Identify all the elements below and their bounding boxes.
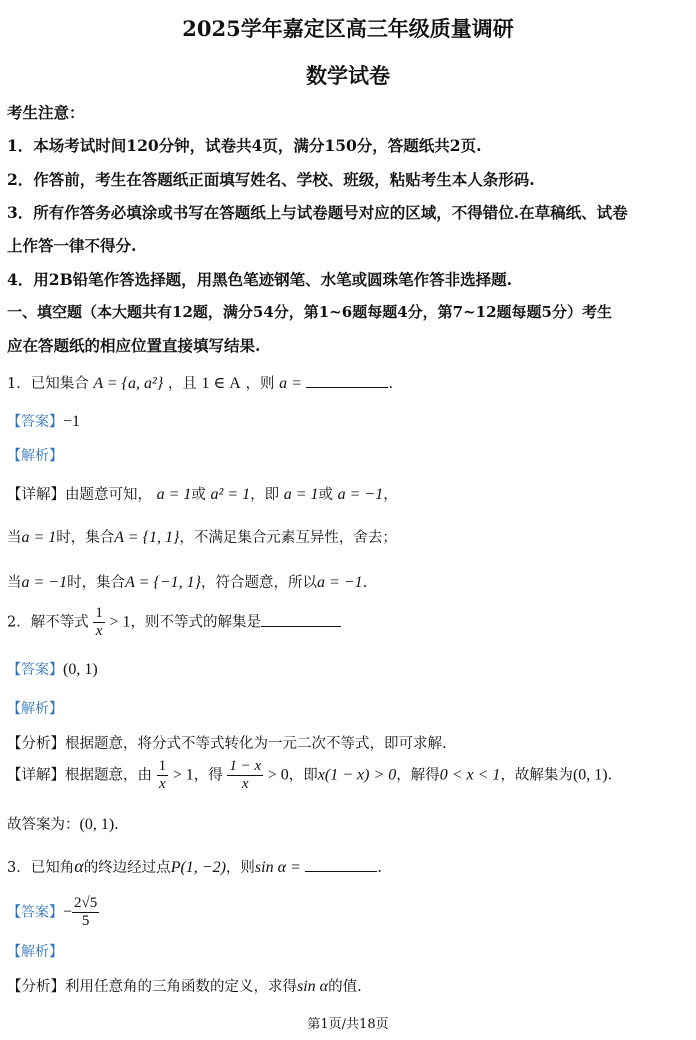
q3-fenxi bbox=[7, 975, 362, 996]
q2-detail-frac2-num: 1 − x bbox=[229, 758, 262, 774]
q1-detail bbox=[7, 483, 398, 504]
q1-detail-text-d: 或 bbox=[318, 487, 334, 503]
q2-frac-den: x bbox=[95, 623, 103, 639]
q2-detail-text-b: ，得 bbox=[193, 767, 223, 784]
q1-answer bbox=[7, 411, 80, 431]
notice-heading: 考生注意： bbox=[7, 103, 85, 122]
q2-analysis-text: 根据题意，将分式不等式转化为一元二次不等式，即可求解. bbox=[65, 736, 447, 752]
fenxi-tag: 【分析】 bbox=[7, 736, 65, 752]
q1-condition: 1 ∈ A bbox=[201, 375, 241, 392]
q2-detail-range: 0 < x < 1 bbox=[439, 766, 501, 784]
analysis-tag: 【解析】 bbox=[7, 701, 63, 717]
q2-detail-text-d: ，解得 bbox=[396, 767, 440, 784]
notice-item-1: 1．本场考试时间120分钟，试卷共4页，满分150分，答题纸共2页. bbox=[7, 136, 482, 155]
q1-case1-text-c: ，不满足集合元素互异性，舍去； bbox=[179, 530, 397, 546]
q1-answer-blank bbox=[306, 375, 388, 388]
q2-analysis bbox=[7, 698, 63, 718]
q1-ask: a = bbox=[279, 375, 302, 392]
q2-detail-set: (0, 1) bbox=[572, 766, 608, 784]
q3-stem-text: 3．已知角 bbox=[7, 860, 75, 876]
detail-tag: 【详解】 bbox=[7, 767, 65, 784]
q2-detail-text-f: . bbox=[607, 767, 613, 784]
q1-set: A = {a, a²} bbox=[93, 375, 164, 392]
q1-case2-text: 当 bbox=[7, 575, 22, 591]
q2-stem-text: 2．解不等式 bbox=[7, 614, 89, 631]
q1-detail-text-e: ， bbox=[383, 487, 398, 503]
analysis-tag: 【解析】 bbox=[7, 448, 63, 464]
notice-item-4: 4．用2B铅笔作答选择题，用黑色笔迹钢笔、水笔或圆珠笔作答非选择题. bbox=[7, 270, 513, 289]
q3-answer-num: 2√5 bbox=[74, 895, 98, 911]
q1-analysis bbox=[7, 445, 63, 465]
q1-stem-text-c: ，则 bbox=[245, 376, 275, 392]
answer-tag: 【答案】 bbox=[7, 904, 63, 921]
q2-fenxi bbox=[7, 732, 447, 753]
q2-fraction bbox=[93, 605, 105, 640]
q2-answer bbox=[7, 659, 98, 679]
q1-detail-text-c: ，即 bbox=[250, 487, 280, 503]
q2-answer-blank bbox=[261, 614, 341, 627]
q2-detail-gt0: > 0 bbox=[267, 766, 289, 784]
section-heading: 一、填空题（本大题共有12题，满分54分，第1~6题每题4分，第7~12题每题5分）考生 bbox=[7, 303, 612, 321]
q1-eq1: a = 1 bbox=[156, 486, 192, 503]
q3-point: P(1, −2) bbox=[170, 859, 226, 876]
q1-case1-eq: a = 1 bbox=[21, 529, 57, 546]
q3-answer-den: 5 bbox=[81, 913, 90, 929]
q1-case2-result: a = −1 bbox=[316, 574, 363, 591]
page-footer: 第1页/共18页 bbox=[307, 1017, 389, 1032]
q2-detail-frac2-den: x bbox=[241, 776, 249, 792]
q1-stem: 1．已知集合 A = {a, a²} ，且 1 ∈ A ，则 a = . bbox=[7, 375, 394, 392]
notice-item-3: 3．所有作答务必填涂或书写在答题纸上与试卷题号对应的区域，不得错位.在草稿纸、试卷 bbox=[7, 203, 628, 222]
q2-ineq: > 1 bbox=[109, 613, 131, 631]
q2-detail-frac-den: x bbox=[159, 776, 166, 792]
q2-detail-text: 根据题意，由 bbox=[65, 767, 152, 784]
q2-detail bbox=[7, 758, 612, 793]
q3-analysis-text: 利用任意角的三角函数的定义，求得 bbox=[65, 979, 297, 995]
q2-detail-frac bbox=[157, 758, 169, 793]
q2-detail-prod: x(1 − x) > 0 bbox=[317, 766, 397, 784]
answer-tag: 【答案】 bbox=[7, 662, 63, 678]
q3-stem-text-b: 的终边经过点 bbox=[83, 860, 171, 876]
q2-detail-gt: > 1 bbox=[172, 766, 194, 784]
q2-final-text-b: . bbox=[114, 817, 119, 833]
q3-analysis-sin: sin α bbox=[297, 978, 329, 995]
q1-case1-set: A = {1, 1} bbox=[114, 529, 180, 546]
detail-tag: 【详解】 bbox=[7, 487, 65, 503]
q3-analysis-text-b: 的值. bbox=[328, 979, 362, 995]
exam-title: 2025学年嘉定区高三年级质量调研 bbox=[182, 16, 514, 41]
q2-final-answer: (0, 1) bbox=[79, 816, 115, 833]
q1-eq2: a² = 1 bbox=[210, 486, 251, 503]
q1-eq4: a = −1 bbox=[337, 486, 384, 503]
fenxi-tag: 【分析】 bbox=[7, 979, 65, 995]
q3-analysis bbox=[7, 941, 63, 961]
notice-item-2: 2．作答前，考生在答题纸正面填写姓名、学校、班级，粘贴考生本人条形码. bbox=[7, 170, 535, 189]
q3-answer-blank bbox=[305, 859, 377, 872]
q1-case2 bbox=[7, 571, 367, 592]
q2-answer-value: (0, 1) bbox=[63, 661, 98, 678]
q1-case2-text-b: 时，集合 bbox=[67, 575, 126, 591]
q2-detail-frac2 bbox=[227, 758, 263, 793]
q1-case2-text-c: ，符合题意，所以 bbox=[200, 575, 317, 591]
q2-stem-text-c: ，则不等式的解集是 bbox=[130, 614, 261, 631]
q3-stem: 3．已知角α的终边经过点P(1, −2)，则sin α = . bbox=[7, 856, 383, 876]
q2-detail-text-e: ，故解集为 bbox=[500, 767, 573, 784]
q2-final-text: 故答案为： bbox=[7, 817, 80, 833]
q3-answer-frac bbox=[72, 895, 99, 930]
q1-case2-text-d: . bbox=[362, 575, 368, 591]
q2-frac-num: 1 bbox=[95, 605, 103, 621]
q1-answer-value: −1 bbox=[63, 413, 81, 430]
q2-detail-frac-num: 1 bbox=[158, 758, 167, 774]
analysis-tag: 【解析】 bbox=[7, 944, 63, 960]
q1-eq3: a = 1 bbox=[283, 486, 319, 503]
q2-final bbox=[7, 813, 119, 834]
section-heading-cont: 应在答题纸的相应位置直接填写结果. bbox=[7, 336, 261, 355]
q3-alpha: α bbox=[74, 856, 84, 876]
notice-item-3-cont: 上作答一律不得分. bbox=[7, 236, 137, 255]
q1-case2-eq: a = −1 bbox=[21, 574, 68, 591]
q1-case2-set: A = {−1, 1} bbox=[125, 574, 201, 591]
q3-answer-sign: − bbox=[63, 903, 73, 921]
q1-stem-text: 1．已知集合 bbox=[7, 376, 89, 392]
q3-ask: sin α = bbox=[254, 859, 301, 876]
q1-case1 bbox=[7, 526, 397, 547]
q1-detail-text-b: 或 bbox=[191, 487, 206, 503]
answer-tag: 【答案】 bbox=[7, 414, 63, 430]
exam-subtitle: 数学试卷 bbox=[306, 63, 390, 88]
q2-detail-text-c: ，即 bbox=[288, 767, 318, 784]
q3-answer bbox=[7, 895, 99, 930]
q1-case1-text-b: 时，集合 bbox=[56, 530, 115, 546]
q1-case1-text: 当 bbox=[7, 530, 22, 546]
q1-detail-text: 由题意可知， bbox=[65, 487, 152, 503]
q3-stem-text-c: ，则 bbox=[225, 860, 255, 876]
q2-stem bbox=[7, 605, 341, 640]
q1-stem-text-b: ，且 bbox=[167, 376, 197, 392]
